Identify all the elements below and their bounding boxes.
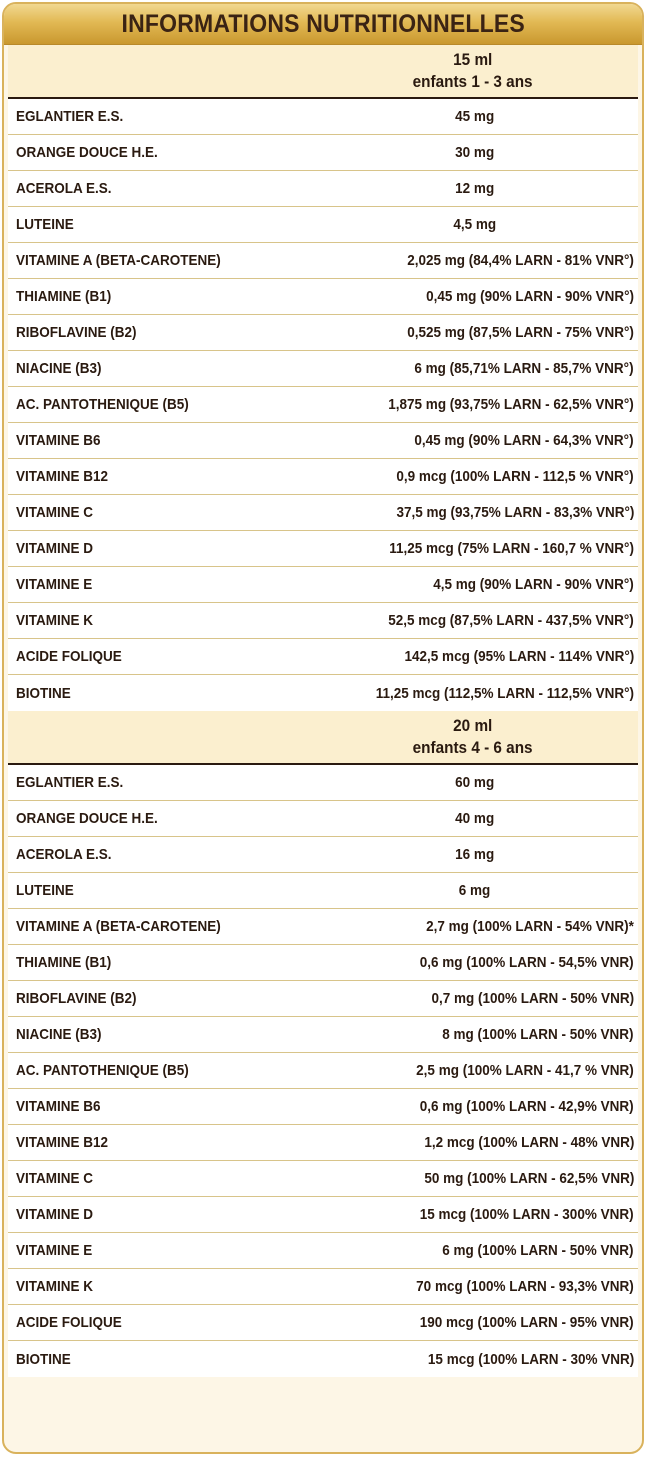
dose-label: 20 ml bbox=[453, 716, 493, 735]
nutrient-name: BIOTINE bbox=[16, 1350, 71, 1368]
nutrient-value-cell bbox=[102, 1170, 634, 1187]
nutrient-value-cell bbox=[134, 1314, 634, 1331]
nutrient-value: 6 mg (85,71% LARN - 85,7% VNR°) bbox=[414, 360, 634, 377]
nutrient-value-cell bbox=[122, 288, 634, 305]
nutrient-name: VITAMINE B12 bbox=[16, 1134, 109, 1151]
table-row bbox=[8, 351, 638, 387]
nutrient-table bbox=[8, 99, 638, 711]
nutrient-value: 40 mg bbox=[455, 810, 495, 827]
age-group-label: enfants 4 - 6 ans bbox=[413, 738, 533, 757]
age-group-label: enfants 1 - 3 ans bbox=[413, 72, 533, 91]
section-header bbox=[8, 711, 638, 765]
nutrient-value-cell bbox=[134, 648, 634, 665]
nutrient-name: VITAMINE D bbox=[16, 540, 94, 557]
table-row: ORANGE DOUCE H.E. 30 mg bbox=[8, 135, 638, 171]
nutrient-name: AC. PANTOTHENIQUE (B5) bbox=[16, 1062, 189, 1079]
table-row bbox=[8, 945, 638, 981]
nutrient-value: 2,025 mg (84,4% LARN - 81% VNR°) bbox=[407, 252, 634, 269]
table-row bbox=[8, 1053, 638, 1089]
nutrient-value: 1,2 mcg (100% LARN - 48% VNR) bbox=[423, 1134, 634, 1151]
nutrient-value: 190 mcg (100% LARN - 95% VNR) bbox=[420, 1314, 634, 1331]
table-row bbox=[8, 1233, 638, 1269]
table-row bbox=[8, 243, 638, 279]
table-row bbox=[8, 675, 638, 711]
nutrient-value-cell bbox=[16, 216, 634, 233]
nutrient-name: THIAMINE (B1) bbox=[16, 288, 112, 305]
nutrient-name: ACIDE FOLIQUE bbox=[16, 648, 122, 665]
nutrient-value: 4,5 mg bbox=[453, 216, 497, 233]
dose-label: 15 ml bbox=[453, 50, 493, 69]
table-row bbox=[8, 603, 638, 639]
title-bar bbox=[4, 4, 642, 45]
table-row bbox=[8, 639, 638, 675]
table-row: ORANGE DOUCE H.E. 40 mg bbox=[8, 801, 638, 837]
table-row bbox=[8, 1269, 638, 1305]
nutrient-name: ACIDE FOLIQUE bbox=[16, 1314, 122, 1331]
nutrient-value-cell bbox=[110, 1098, 634, 1115]
nutrient-name: VITAMINE B6 bbox=[16, 432, 101, 449]
table-row: ACEROLA E.S. 12 mg bbox=[8, 171, 638, 207]
nutrient-value-cell bbox=[102, 612, 634, 629]
nutrient-value-cell bbox=[16, 882, 634, 899]
nutrient-value: 15 mcg (100% LARN - 30% VNR) bbox=[427, 1350, 634, 1368]
nutrient-name: RIBOFLAVINE (B2) bbox=[16, 324, 137, 341]
table-row bbox=[8, 981, 638, 1017]
nutrient-value: 6 mg (100% LARN - 50% VNR) bbox=[442, 1242, 634, 1259]
table-row: EGLANTIER E.S. 60 mg bbox=[8, 765, 638, 801]
nutrient-value-cell bbox=[102, 1278, 634, 1295]
nutrient-value: 0,525 mg (87,5% LARN - 75% VNR°) bbox=[407, 324, 634, 341]
dose-label-row bbox=[8, 715, 638, 737]
nutrient-value: 45 mg bbox=[455, 108, 495, 125]
nutrient-value: 2,5 mg (100% LARN - 41,7 % VNR) bbox=[416, 1062, 634, 1079]
nutrient-value-cell bbox=[101, 576, 634, 593]
table-row bbox=[8, 1089, 638, 1125]
nutrient-value: 50 mg (100% LARN - 62,5% VNR) bbox=[423, 1170, 634, 1187]
nutrient-value: 11,25 mcg (112,5% LARN - 112,5% VNR°) bbox=[375, 684, 634, 702]
nutrient-value-cell bbox=[118, 1134, 634, 1151]
table-row bbox=[8, 279, 638, 315]
nutrient-name: VITAMINE C bbox=[16, 504, 94, 521]
section-header bbox=[8, 45, 638, 99]
age-label-row bbox=[8, 737, 638, 759]
table-row bbox=[8, 531, 638, 567]
dose-label-row bbox=[8, 49, 638, 71]
nutrient-value: 4,5 mg (90% LARN - 90% VNR°) bbox=[433, 576, 634, 593]
nutrient-value-cell bbox=[208, 396, 634, 413]
table-row bbox=[8, 495, 638, 531]
table-row bbox=[8, 1161, 638, 1197]
nutrient-value-cell bbox=[102, 504, 634, 521]
nutrient-value-cell bbox=[111, 360, 634, 377]
nutrient-value: 0,6 mg (100% LARN - 54,5% VNR) bbox=[420, 954, 634, 971]
nutrient-value-cell bbox=[243, 918, 634, 935]
nutrient-value-cell bbox=[150, 990, 634, 1007]
nutrient-value-cell bbox=[243, 252, 634, 269]
table-row bbox=[8, 459, 638, 495]
nutrient-value: 52,5 mcg (87,5% LARN - 437,5% VNR°) bbox=[388, 612, 634, 629]
table-row bbox=[8, 1305, 638, 1341]
nutrient-value: 142,5 mcg (95% LARN - 114% VNR°) bbox=[404, 648, 634, 665]
nutrient-name: VITAMINE K bbox=[16, 612, 94, 629]
nutrient-name: VITAMINE A (BETA-CAROTENE) bbox=[16, 918, 221, 935]
table-row bbox=[8, 1125, 638, 1161]
nutrient-table bbox=[8, 765, 638, 1377]
nutrient-name: BIOTINE bbox=[16, 684, 71, 702]
nutrient-value-cell bbox=[111, 1026, 634, 1043]
table-row: LUTEINE 6 mg bbox=[8, 873, 638, 909]
nutrient-name: THIAMINE (B1) bbox=[16, 954, 112, 971]
nutrient-value-cell bbox=[122, 954, 634, 971]
nutrient-value: 8 mg (100% LARN - 50% VNR) bbox=[442, 1026, 634, 1043]
nutrient-name: RIBOFLAVINE (B2) bbox=[16, 990, 137, 1007]
table-row bbox=[8, 1197, 638, 1233]
table-row bbox=[8, 315, 638, 351]
table-row bbox=[8, 1341, 638, 1377]
nutrient-value: 60 mg bbox=[455, 774, 495, 791]
nutrient-value: 70 mcg (100% LARN - 93,3% VNR) bbox=[416, 1278, 634, 1295]
table-row bbox=[8, 909, 638, 945]
nutrient-name: VITAMINE D bbox=[16, 1206, 94, 1223]
panel-title: INFORMATIONS NUTRITIONNELLES bbox=[121, 9, 525, 38]
nutrient-value: 1,875 mg (93,75% LARN - 62,5% VNR°) bbox=[388, 396, 634, 413]
table-row bbox=[8, 567, 638, 603]
nutrient-name: VITAMINE B6 bbox=[16, 1098, 101, 1115]
table-row bbox=[8, 423, 638, 459]
nutrient-value: 12 mg bbox=[455, 180, 495, 197]
nutrient-name: VITAMINE C bbox=[16, 1170, 94, 1187]
nutrition-panel bbox=[2, 2, 644, 1454]
nutrient-value-cell bbox=[77, 1351, 634, 1368]
nutrient-name: NIACINE (B3) bbox=[16, 1026, 102, 1043]
table-row bbox=[8, 1017, 638, 1053]
nutrient-value: 11,25 mcg (75% LARN - 160,7 % VNR°) bbox=[389, 540, 634, 557]
nutrient-name: NIACINE (B3) bbox=[16, 360, 102, 377]
nutrient-value-cell bbox=[102, 1206, 634, 1223]
table-row: ACEROLA E.S. 16 mg bbox=[8, 837, 638, 873]
nutrient-value: 15 mcg (100% LARN - 300% VNR) bbox=[420, 1206, 634, 1223]
nutrient-value-cell bbox=[110, 432, 634, 449]
nutrient-value: 0,45 mg (90% LARN - 64,3% VNR°) bbox=[414, 432, 634, 449]
nutrient-name: VITAMINE K bbox=[16, 1278, 94, 1295]
nutrient-value-cell bbox=[77, 685, 634, 702]
sections-container bbox=[4, 45, 642, 1377]
nutrient-name: AC. PANTOTHENIQUE (B5) bbox=[16, 396, 189, 413]
table-row bbox=[8, 387, 638, 423]
table-row: EGLANTIER E.S. 45 mg bbox=[8, 99, 638, 135]
nutrient-name: VITAMINE E bbox=[16, 1242, 93, 1259]
nutrient-value: 2,7 mg (100% LARN - 54% VNR)* bbox=[426, 918, 634, 935]
table-row: LUTEINE 4,5 mg bbox=[8, 207, 638, 243]
nutrient-value: 16 mg bbox=[455, 846, 495, 863]
nutrient-name: VITAMINE A (BETA-CAROTENE) bbox=[16, 252, 221, 269]
nutrient-value-cell bbox=[101, 1242, 634, 1259]
age-label-row bbox=[8, 71, 638, 93]
nutrient-value: 37,5 mg (93,75% LARN - 83,3% VNR°) bbox=[396, 504, 634, 521]
nutrient-value: 0,9 mcg (100% LARN - 112,5 % VNR°) bbox=[396, 468, 634, 485]
nutrient-value-cell bbox=[208, 1062, 634, 1079]
nutrient-value: 30 mg bbox=[455, 144, 495, 161]
nutrient-name: VITAMINE E bbox=[16, 576, 93, 593]
nutrient-value: 0,6 mg (100% LARN - 42,9% VNR) bbox=[420, 1098, 634, 1115]
nutrient-value: 6 mg bbox=[459, 882, 491, 899]
nutrient-value: 0,45 mg (90% LARN - 90% VNR°) bbox=[426, 288, 634, 305]
nutrient-name: VITAMINE B12 bbox=[16, 468, 109, 485]
nutrient-value-cell bbox=[118, 468, 634, 485]
nutrient-value-cell bbox=[102, 540, 634, 557]
nutrient-value: 0,7 mg (100% LARN - 50% VNR) bbox=[431, 990, 634, 1007]
nutrient-value-cell bbox=[150, 324, 634, 341]
